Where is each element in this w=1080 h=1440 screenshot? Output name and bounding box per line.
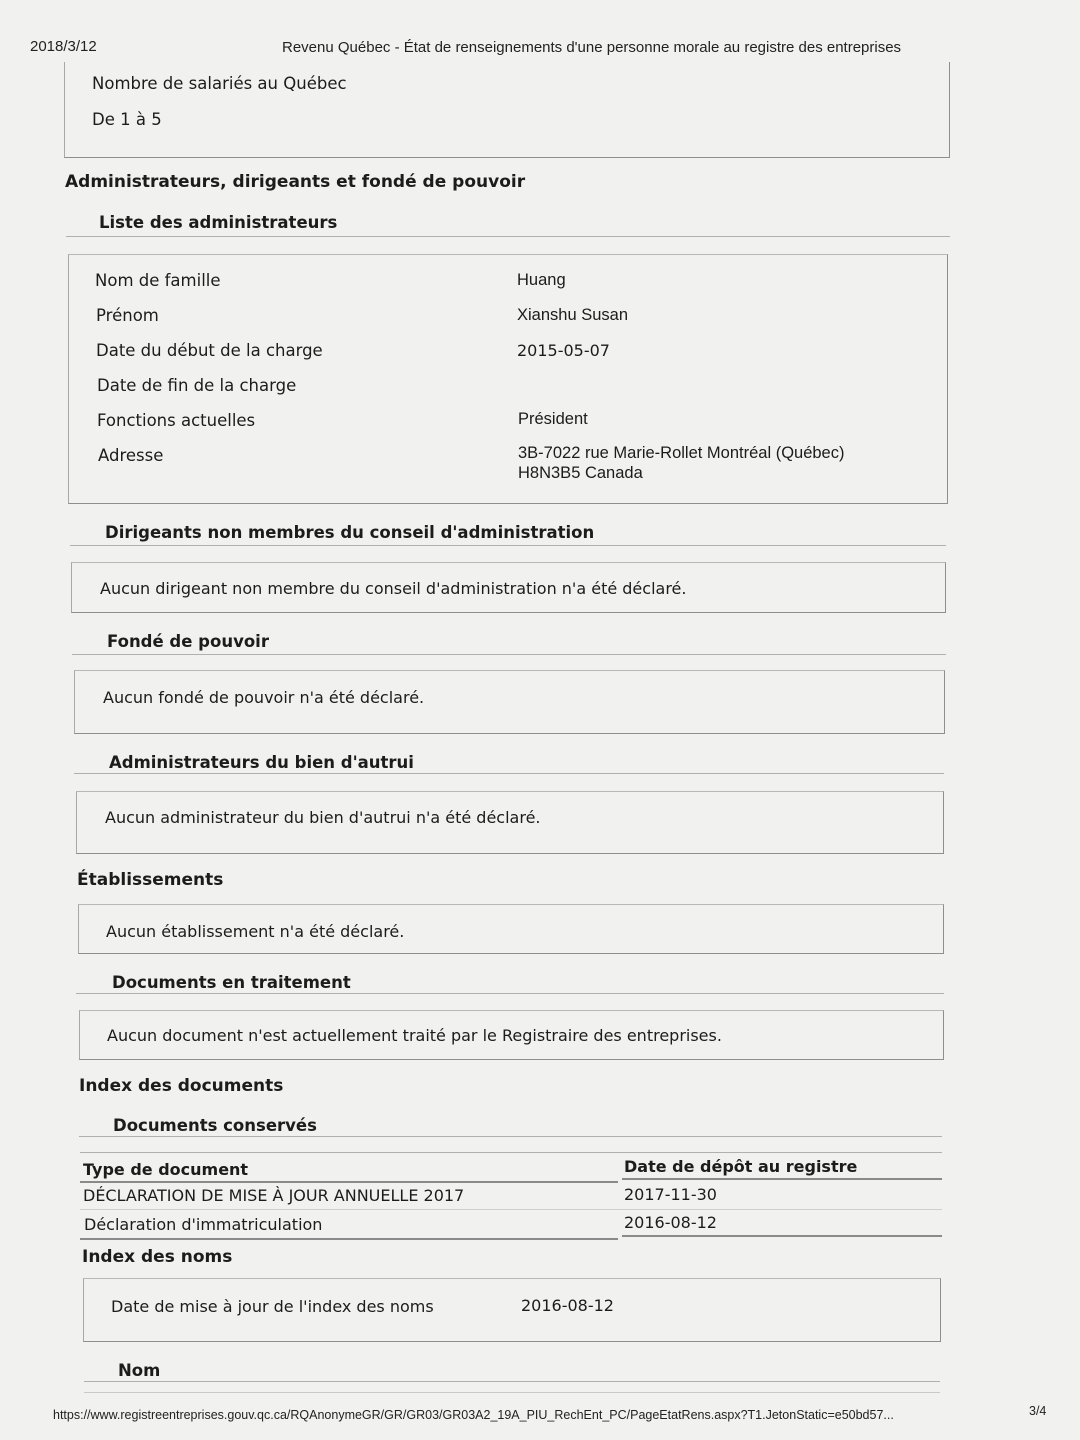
field-label-end-date: Date de fin de la charge xyxy=(97,376,297,395)
field-value-first-name: Xianshu Susan xyxy=(517,306,628,324)
nom-rule-2 xyxy=(84,1392,940,1393)
field-value-last-name: Huang xyxy=(517,271,566,289)
admins-list-rule xyxy=(66,236,950,237)
footer-url: https://www.registreentreprises.gouv.qc.ca/RQAnonymeGR/GR/GR03/GR03A2_19A_PIU_RechEnt_PC/PageEtatRens.aspx?T1.JetonStatic=e50bd57... xyxy=(53,1408,894,1422)
documents-traitement-title: Documents en traitement xyxy=(112,973,351,992)
employees-label: Nombre de salariés au Québec xyxy=(92,74,347,93)
fonde-rule xyxy=(72,654,946,655)
table-header-type: Type de document xyxy=(83,1160,249,1179)
etablissements-message: Aucun établissement n'a été déclaré. xyxy=(106,922,405,941)
table-row-1-type: DÉCLARATION DE MISE À JOUR ANNUELLE 2017 xyxy=(83,1186,465,1205)
table-header-rule-right xyxy=(622,1178,942,1180)
documents-conserves-rule xyxy=(79,1136,942,1137)
table-row-1-rule xyxy=(80,1209,942,1210)
table-top-rule xyxy=(80,1152,942,1153)
admins-section-title: Administrateurs, dirigeants et fondé de pouvoir xyxy=(65,172,526,192)
field-label-last-name: Nom de famille xyxy=(95,271,221,290)
table-row-2-date: 2016-08-12 xyxy=(624,1213,717,1232)
print-date: 2018/3/12 xyxy=(30,38,97,55)
table-header-rule-left xyxy=(80,1181,618,1183)
table-row-1-date: 2017-11-30 xyxy=(624,1185,717,1204)
field-label-address: Adresse xyxy=(98,446,164,465)
dirigeants-rule xyxy=(70,545,946,546)
field-label-functions: Fonctions actuelles xyxy=(97,411,256,430)
fonde-message: Aucun fondé de pouvoir n'a été déclaré. xyxy=(103,688,425,707)
field-value-start-date: 2015-05-07 xyxy=(517,341,610,360)
bien-autrui-message: Aucun administrateur du bien d'autrui n'a été déclaré. xyxy=(105,808,541,827)
index-noms-update-value: 2016-08-12 xyxy=(521,1296,614,1315)
admins-list-title: Liste des administrateurs xyxy=(99,213,338,232)
bien-autrui-title: Administrateurs du bien d'autrui xyxy=(109,753,414,772)
documents-traitement-rule xyxy=(76,993,944,994)
table-header-date: Date de dépôt au registre xyxy=(624,1157,858,1176)
dirigeants-title: Dirigeants non membres du conseil d'administration xyxy=(105,523,595,542)
field-value-address-line1: 3B-7022 rue Marie-Rollet Montréal (Québec) xyxy=(518,444,845,462)
nom-title: Nom xyxy=(118,1361,161,1380)
documents-traitement-message: Aucun document n'est actuellement traité par le Registraire des entreprises. xyxy=(107,1026,722,1045)
fonde-title: Fondé de pouvoir xyxy=(107,632,269,651)
index-documents-title: Index des documents xyxy=(79,1076,284,1096)
field-label-first-name: Prénom xyxy=(96,306,159,325)
bien-autrui-rule xyxy=(74,773,944,774)
index-noms-title: Index des noms xyxy=(82,1247,233,1267)
field-value-functions: Président xyxy=(518,410,588,428)
table-bottom-rule-left xyxy=(80,1238,618,1240)
nom-rule xyxy=(84,1381,940,1382)
print-title: Revenu Québec - État de renseignements d'une personne morale au registre des entreprises xyxy=(282,39,902,56)
field-label-start-date: Date du début de la charge xyxy=(96,341,323,360)
etablissements-title: Établissements xyxy=(77,870,224,890)
index-noms-update-label: Date de mise à jour de l'index des noms xyxy=(111,1297,434,1316)
documents-conserves-title: Documents conservés xyxy=(113,1116,317,1135)
table-row-2-type: Déclaration d'immatriculation xyxy=(84,1215,323,1234)
employees-value: De 1 à 5 xyxy=(92,110,162,129)
field-value-address-line2: H8N3B5 Canada xyxy=(518,464,643,482)
dirigeants-message: Aucun dirigeant non membre du conseil d'administration n'a été déclaré. xyxy=(100,579,687,598)
table-bottom-rule-right xyxy=(622,1235,942,1237)
footer-page-number: 3/4 xyxy=(1029,1404,1047,1418)
